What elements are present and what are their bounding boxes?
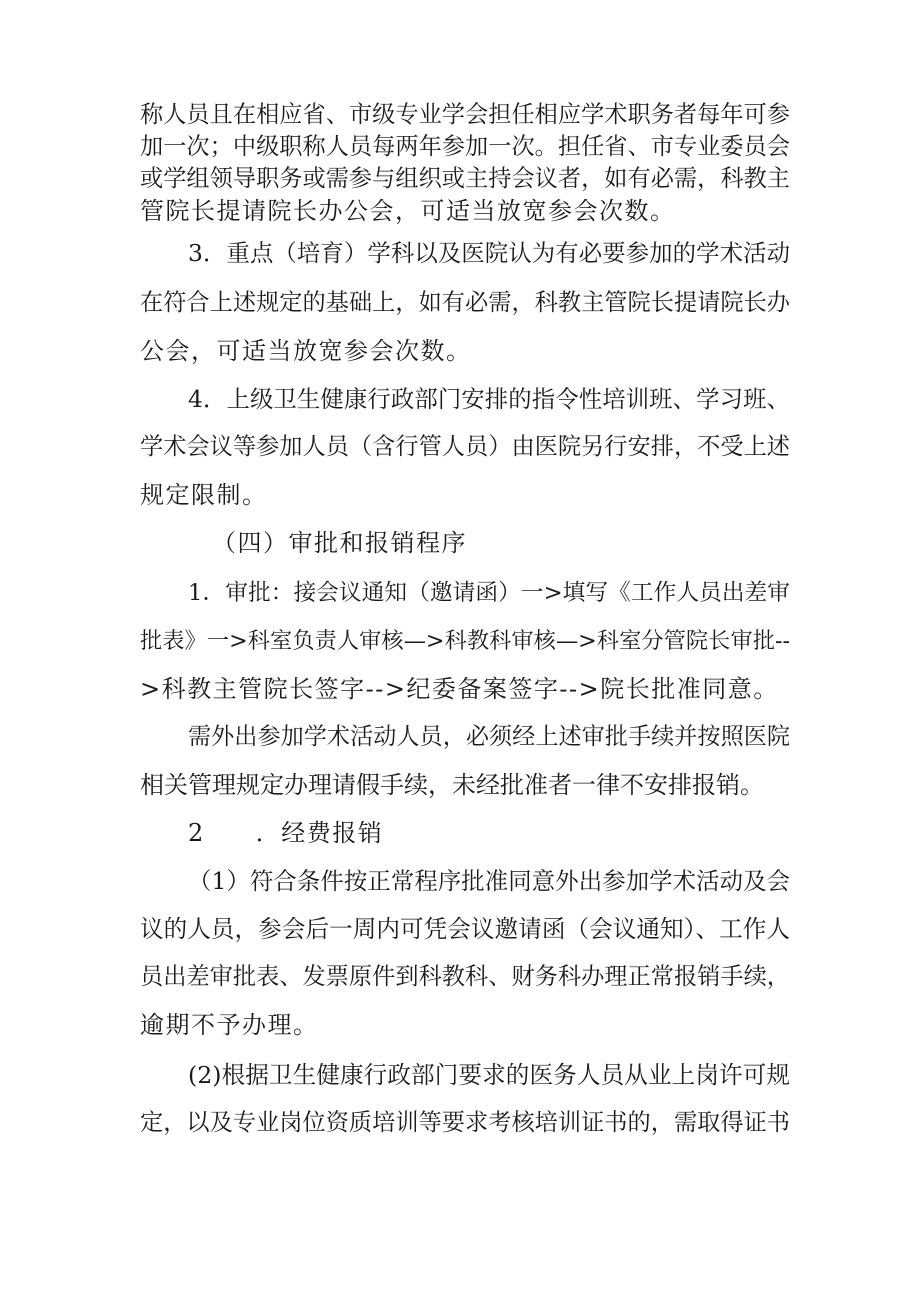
body-line-3: 或学组领导职务或需参与组织或主持会议者，如有必需，科教主 (140, 165, 790, 192)
approval-line-2: 批表》一>科室负责人审核—>科教科审核—>科室分管院长审批-- (140, 628, 790, 654)
approval-note-line-1: 需外出参加学术活动人员，必须经上述审批手续并按照医院 (188, 724, 790, 750)
item-3-line-3: 公会，可适当放宽参会次数。 (140, 337, 472, 365)
approval-line-3: >科教主管院长签字-->纪委备案签字-->院长批准同意。 (140, 675, 779, 703)
section-heading-2: 2 ．经费报销 (188, 819, 384, 847)
reimburse-2-line-1: (2)根据卫生健康行政部门要求的医务人员从业上岗许可规 (188, 1061, 790, 1089)
item-3-line-1: 3．重点（培育）学科以及医院认为有必要参加的学术活动 (188, 239, 790, 267)
item-4-line-1: 4．上级卫生健康行政部门安排的指令性培训班、学习班、 (188, 385, 790, 413)
body-line-1: 称人员且在相应省、市级专业学会担任相应学术职务者每年可参 (140, 101, 790, 128)
section-heading-4: （四）审批和报销程序 (212, 529, 467, 557)
reimburse-2-line-2: 定，以及专业岗位资质培训等要求考核培训证书的，需取得证书 (140, 1109, 790, 1136)
item-4-line-2: 学术会议等参加人员（含行管人员）由医院另行安排，不受上述 (140, 433, 790, 460)
body-line-2: 加一次；中级职称人员每两年参加一次。担任省、市专业委员会 (140, 133, 790, 160)
item-4-line-3: 规定限制。 (140, 481, 268, 509)
reimburse-1-line-3: 员出差审批表、发票原件到科教科、财务科办理正常报销手续， (140, 963, 790, 990)
approval-note-line-2: 相关管理规定办理请假手续，未经批准者一律不安排报销。 (140, 771, 764, 799)
reimburse-1-line-1: （1）符合条件按正常程序批准同意外出参加学术活动及会 (188, 867, 790, 895)
reimburse-1-line-2: 议的人员，参会后一周内可凭会议邀请函（会议通知）、工作人 (140, 915, 790, 943)
approval-line-1: 1．审批：接会议通知（邀请函）一>填写《工作人员出差审 (188, 580, 790, 606)
reimburse-1-line-4: 逾期不予办理。 (140, 1011, 319, 1039)
body-line-4: 管院长提请院长办公会，可适当放宽参会次数。 (140, 197, 676, 225)
item-3-line-2: 在符合上述规定的基础上，如有必需，科教主管院长提请院长办 (140, 289, 790, 316)
